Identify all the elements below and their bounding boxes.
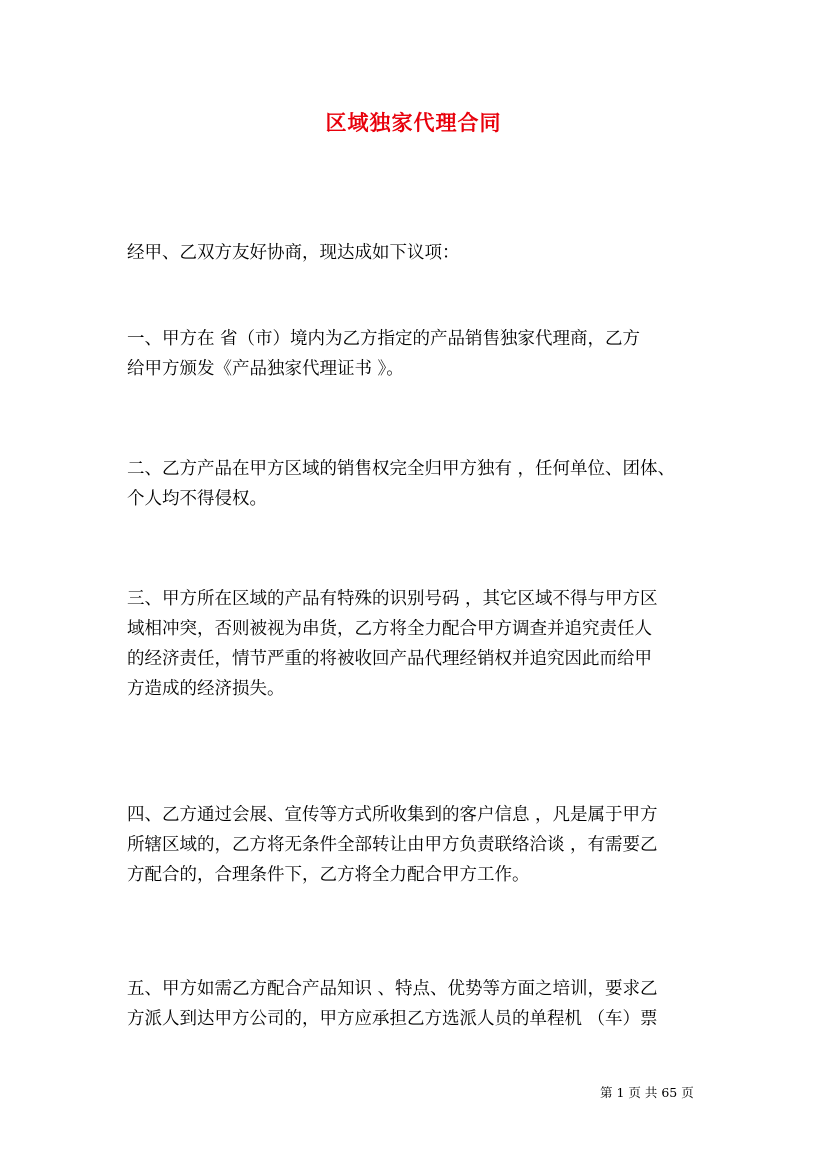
paragraph-clause-4 <box>127 800 707 890</box>
paragraph-clause-1 <box>127 324 707 384</box>
paragraph-line: 方配合的，合理条件下，乙方将全力配合甲方工作。 <box>127 865 530 885</box>
paragraph-line: 给甲方颁发《产品独家代理证书 》。 <box>127 359 404 379</box>
document-title: 区域独家代理合同 <box>325 110 502 135</box>
paragraph-intro <box>127 238 707 268</box>
paragraph-clause-5 <box>127 974 707 1034</box>
paragraph-line: 五、甲方如需乙方配合产品知识 、特点、优势等方面之培训，要求乙 <box>127 979 658 999</box>
paragraph-line: 四、乙方通过会展、宣传等方式所收集到的客户信息 ，凡是属于甲方 <box>127 805 658 825</box>
paragraph-clause-2 <box>127 454 707 514</box>
paragraph-line: 一、甲方在 省（市）境内为乙方指定的产品销售独家代理商，乙方 <box>127 329 641 349</box>
paragraph-line: 个人均不得侵权。 <box>127 489 267 509</box>
paragraph-clause-3 <box>127 584 707 704</box>
paragraph-line: 二、乙方产品在甲方区域的销售权完全归甲方独有 ，任何单位、团体、 <box>127 459 676 479</box>
paragraph-line: 的经济责任，情节严重的将被收回产品代理经销权并追究因此而给甲 <box>127 649 652 669</box>
paragraph-line: 所辖区域的，乙方将无条件全部转让由甲方负责联络洽谈 ，有需要乙 <box>127 835 658 855</box>
paragraph-line: 方造成的经济损失。 <box>127 679 285 699</box>
paragraph-line: 经甲、乙双方友好协商，现达成如下议项： <box>127 243 460 263</box>
page-number-footer: 第 1 页 共 65 页 <box>600 1085 694 1100</box>
paragraph-line: 方派人到达甲方公司的，甲方应承担乙方选派人员的单程机 （车）票 <box>127 1009 658 1029</box>
paragraph-line: 域相冲突，否则被视为串货，乙方将全力配合甲方调查并追究责任人 <box>127 619 652 639</box>
paragraph-line: 三、甲方所在区域的产品有特殊的识别号码 ，其它区域不得与甲方区 <box>127 589 658 609</box>
